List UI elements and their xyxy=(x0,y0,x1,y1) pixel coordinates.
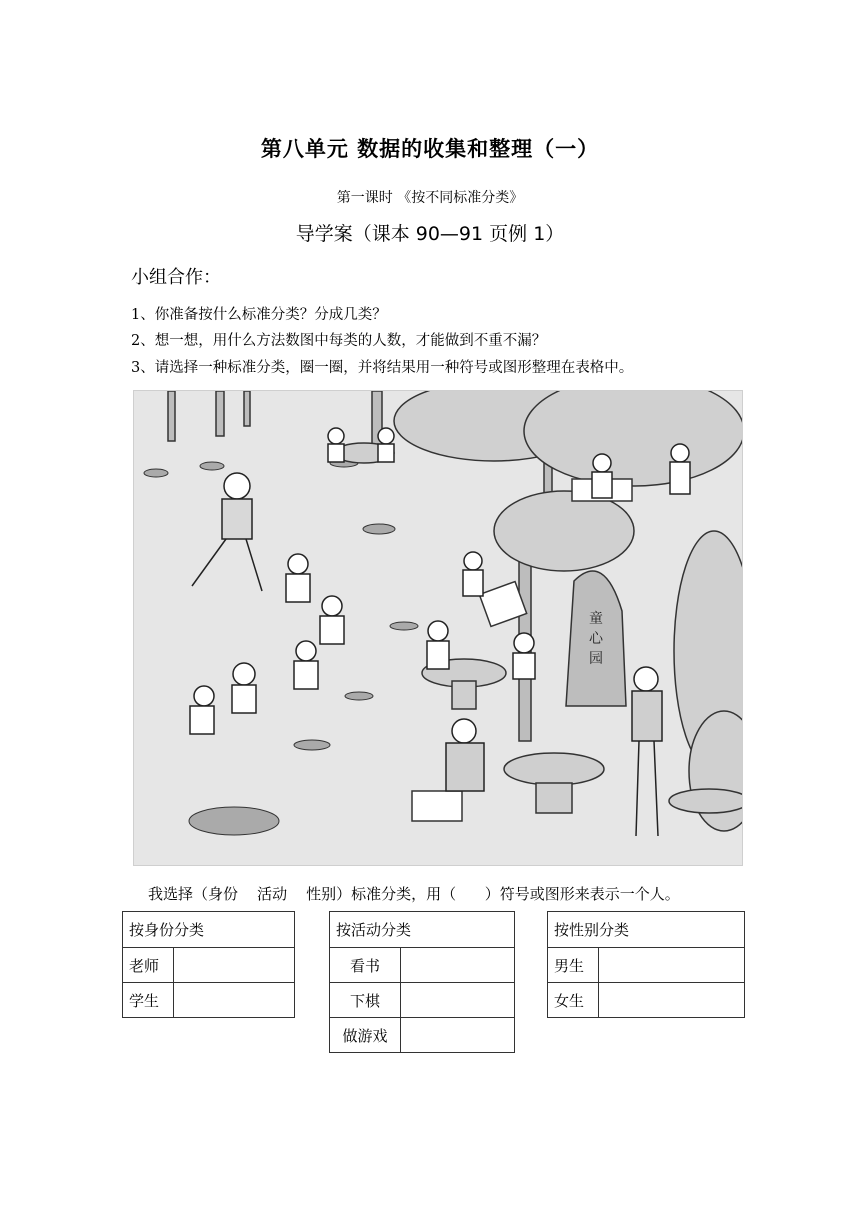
row-label-student: 学生 xyxy=(123,983,174,1018)
reading-count-cell[interactable] xyxy=(401,948,515,983)
question-2: 2、想一想，用什么方法数图中每类的人数，才能做到不重不漏？ xyxy=(131,333,547,349)
svg-text:心: 心 xyxy=(589,631,603,647)
page-title: 第八单元 数据的收集和整理（一） xyxy=(260,137,600,161)
lesson-subtitle: 第一课时 《按不同标准分类》 xyxy=(336,190,524,206)
row-label-games: 做游戏 xyxy=(330,1018,401,1053)
guide-heading: 导学案（课本 90—91 页例 1） xyxy=(295,223,565,245)
row-label-reading: 看书 xyxy=(330,948,401,983)
games-count-cell[interactable] xyxy=(401,1018,515,1053)
identity-table xyxy=(122,911,295,1018)
park-illustration xyxy=(133,390,743,866)
boys-count-cell[interactable] xyxy=(599,948,745,983)
park-scene-svg xyxy=(134,391,742,865)
activity-table xyxy=(329,911,515,1053)
row-label-teacher: 老师 xyxy=(123,948,174,983)
gender-table xyxy=(547,911,745,1018)
chess-count-cell[interactable] xyxy=(401,983,515,1018)
row-label-chess: 下棋 xyxy=(330,983,401,1018)
student-count-cell[interactable] xyxy=(174,983,295,1018)
identity-table-header: 按身份分类 xyxy=(123,912,295,948)
row-label-girls: 女生 xyxy=(548,983,599,1018)
classification-instruction: 我选择（身份 活动 性别）标准分类，用（ ）符号或图形来表示一个人。 xyxy=(148,885,680,903)
row-label-boys: 男生 xyxy=(548,948,599,983)
activity-table-header: 按活动分类 xyxy=(330,912,515,948)
question-1: 1、你准备按什么标准分类？分成几类？ xyxy=(131,307,387,323)
girls-count-cell[interactable] xyxy=(599,983,745,1018)
question-3: 3、请选择一种标准分类，圈一圈，并将结果用一种符号或图形整理在表格中。 xyxy=(131,360,634,376)
svg-text:园: 园 xyxy=(589,651,603,667)
group-work-heading: 小组合作： xyxy=(131,267,221,288)
teacher-count-cell[interactable] xyxy=(174,948,295,983)
gender-table-header: 按性别分类 xyxy=(548,912,745,948)
svg-text:童: 童 xyxy=(589,611,603,627)
